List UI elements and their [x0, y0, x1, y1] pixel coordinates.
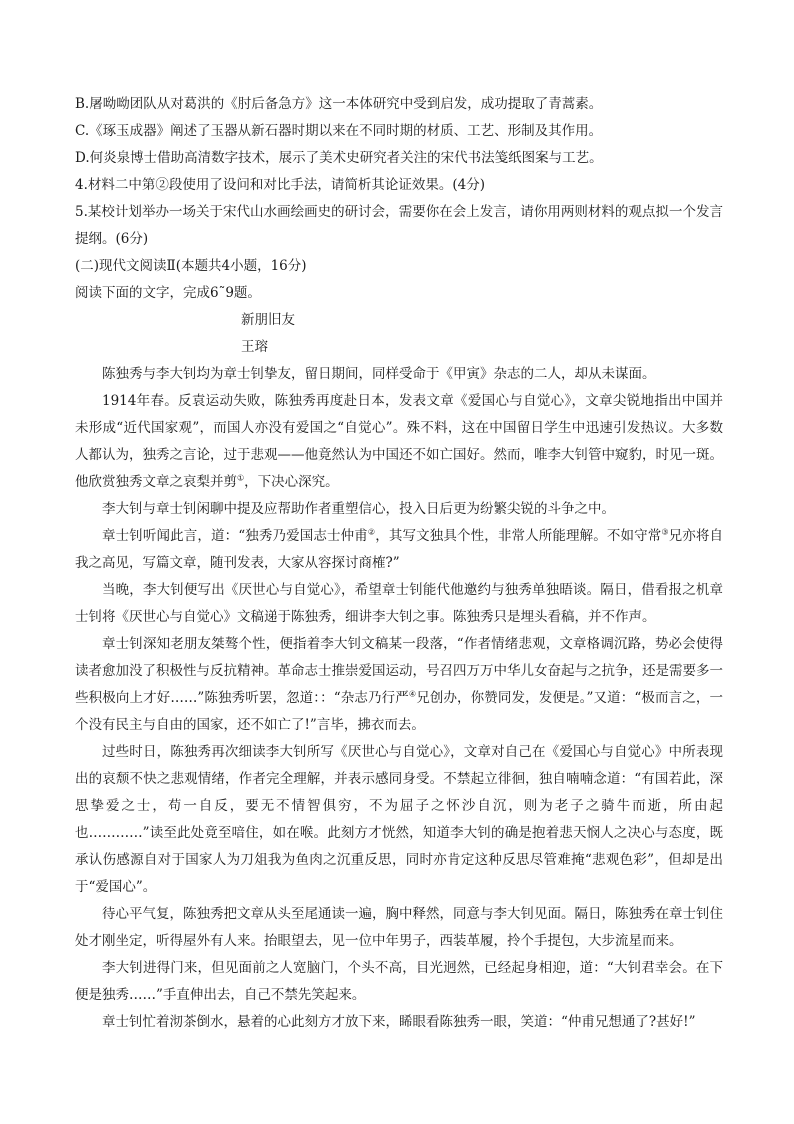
footnote-marker-3: ③ [661, 527, 669, 537]
paragraph-2 [75, 388, 723, 496]
paragraph-6-text-b: 兄创办，你赞同发，发便是。”又道：“极而言之，一个没有民主与自由的国家，还不如亡了!”言毕，拂衣而去。 [75, 690, 723, 733]
paragraph-2-text-a: 1914年春。反袁运动失败，陈独秀再度赴日本，发表文章《爱国心与自觉心》，文章尖锐地指出中国并未形成“近代国家观”，而国人亦没有爱国之“自觉心”。殊不料，这在中国留日学生中迅速引发热议。大多数人都认为，独秀之言论，过于悲观——他竟然认为中国还不如亡国好。然而，唯李大钊管中窥豹，时见一斑。他欣赏独秀文章之哀梨并剪 [75, 393, 723, 490]
question-5: 5.某校计划举办一场关于宋代山水画绘画史的研讨会，需要你在会上发言，请你用两则材料的观点拟一个发言提纲。(6分) [75, 204, 723, 247]
passage-author: 王瑢 [241, 339, 268, 355]
paragraph-1: 陈独秀与李大钊均为章士钊挚友，留日期间，同样受命于《甲寅》杂志的二人，却从未谋面。 [102, 366, 656, 382]
paragraph-7: 过些时日，陈独秀再次细读李大钊所写《厌世心与自觉心》，文章对自己在《爱国心与自觉心》中所表现出的哀颓不快之悲观情绪，作者完全理解，并表示感同身受。不禁起立徘徊，独自喃喃念道：“有国若此，深思挚爱之士，苟一自反，要无不情智俱穷，不为屈子之怀沙自沉，则为老子之骑牛而逝，所由起也…………”读至此处竟至喑住，如在喉。此刻方才恍然，知道李大钊的确是抱着悲天悯人之决心与态度，既承认伤感源自对于国家人为刀俎我为鱼肉之沉重反思，同时亦肯定这种反思尽管难掩“悲观色彩”，但却是出于“爱国心”。 [75, 744, 723, 895]
paragraph-3: 李大钊与章士钊闲聊中提及应帮助作者重塑信心，投入日后更为纷繁尖锐的斗争之中。 [102, 501, 615, 517]
paragraph-2-text-b: ，下决心深究。 [244, 474, 339, 490]
paragraph-4 [75, 523, 723, 577]
answer-option-c: C.《琢玉成器》阐述了玉器从新石器时期以来在不同时期的材质、工艺、形制及其作用。 [75, 123, 603, 139]
paragraph-6 [75, 631, 723, 739]
paragraph-10: 章士钊忙着沏茶倒水，悬着的心此刻方才放下来，睎眼看陈独秀一眼，笑道：“仲甫兄想通了?甚好!” [102, 1014, 696, 1030]
footnote-marker-1: ① [237, 473, 245, 483]
answer-option-d: D.何炎泉博士借助高清数字技术，展示了美术史研究者关注的宋代书法笺纸图案与工艺。 [75, 150, 603, 166]
paragraph-4-text-c: 兄亦将自我之高见，写篇文章，随刊发表，大家从容探讨商榷?” [75, 528, 723, 571]
paragraph-4-text-b: ，其写文独具个性，非常人所能理解。不如守常 [375, 528, 662, 544]
footnote-marker-2: ② [367, 527, 376, 537]
footnote-marker-4: ④ [408, 689, 417, 699]
reading-instruction: 阅读下面的文字，完成6˜9题。 [75, 285, 261, 301]
passage-title: 新朋旧友 [241, 312, 295, 328]
paragraph-6-text-a: 章士钊深知老朋友桀骜个性，便指着李大钊文稿某一段落，“作者情绪悲观，文章格调沉路，势必会使得读者愈加没了积极性与反抗精神。革命志士推崇爱国运动，号召四万万中华儿女奋起与之抗争，还是需要多一些积极向上才好……”陈独秀听罢，忽道：：“杂志乃行严 [75, 636, 723, 706]
question-4: 4.材料二中第②段使用了设问和对比手法，请简析其论证效果。(4分) [75, 177, 486, 193]
paragraph-9: 李大钊进得门来，但见面前之人宽脑门，个头不高，目光迥然，已经起身相迎，道：“大钊君幸会。在下便是独秀……”手直伸出去，自己不禁先笑起来。 [75, 960, 723, 1003]
section-heading: (二)现代文阅读Ⅱ(本题共4小题，16分) [75, 258, 307, 274]
paragraph-4-text-a: 章士钊听闻此言，道：“独秀乃爱国志士仲甫 [102, 528, 368, 544]
paragraph-8: 待心平气复，陈独秀把文章从头至尾通读一遍，胸中释然，同意与李大钊见面。隔日，陈独秀在章士钊住处才刚坐定，听得屋外有人来。抬眼望去，见一位中年男子，西装革履，拎个手提包，大步流星而来。 [75, 906, 723, 949]
page-content [75, 91, 723, 1036]
answer-option-b: B.屠呦呦团队从对葛洪的《肘后备急方》这一本体研究中受到启发，成功提取了青蒿素。 [75, 96, 603, 112]
paragraph-5: 当晚，李大钊便写出《厌世心与自觉心》，希望章士钊能代他邀约与独秀单独晤谈。隔日，借看报之机章士钊将《厌世心与自觉心》文稿递于陈独秀，细讲李大钊之事。陈独秀只是埋头看稿，并不作声。 [75, 582, 723, 625]
